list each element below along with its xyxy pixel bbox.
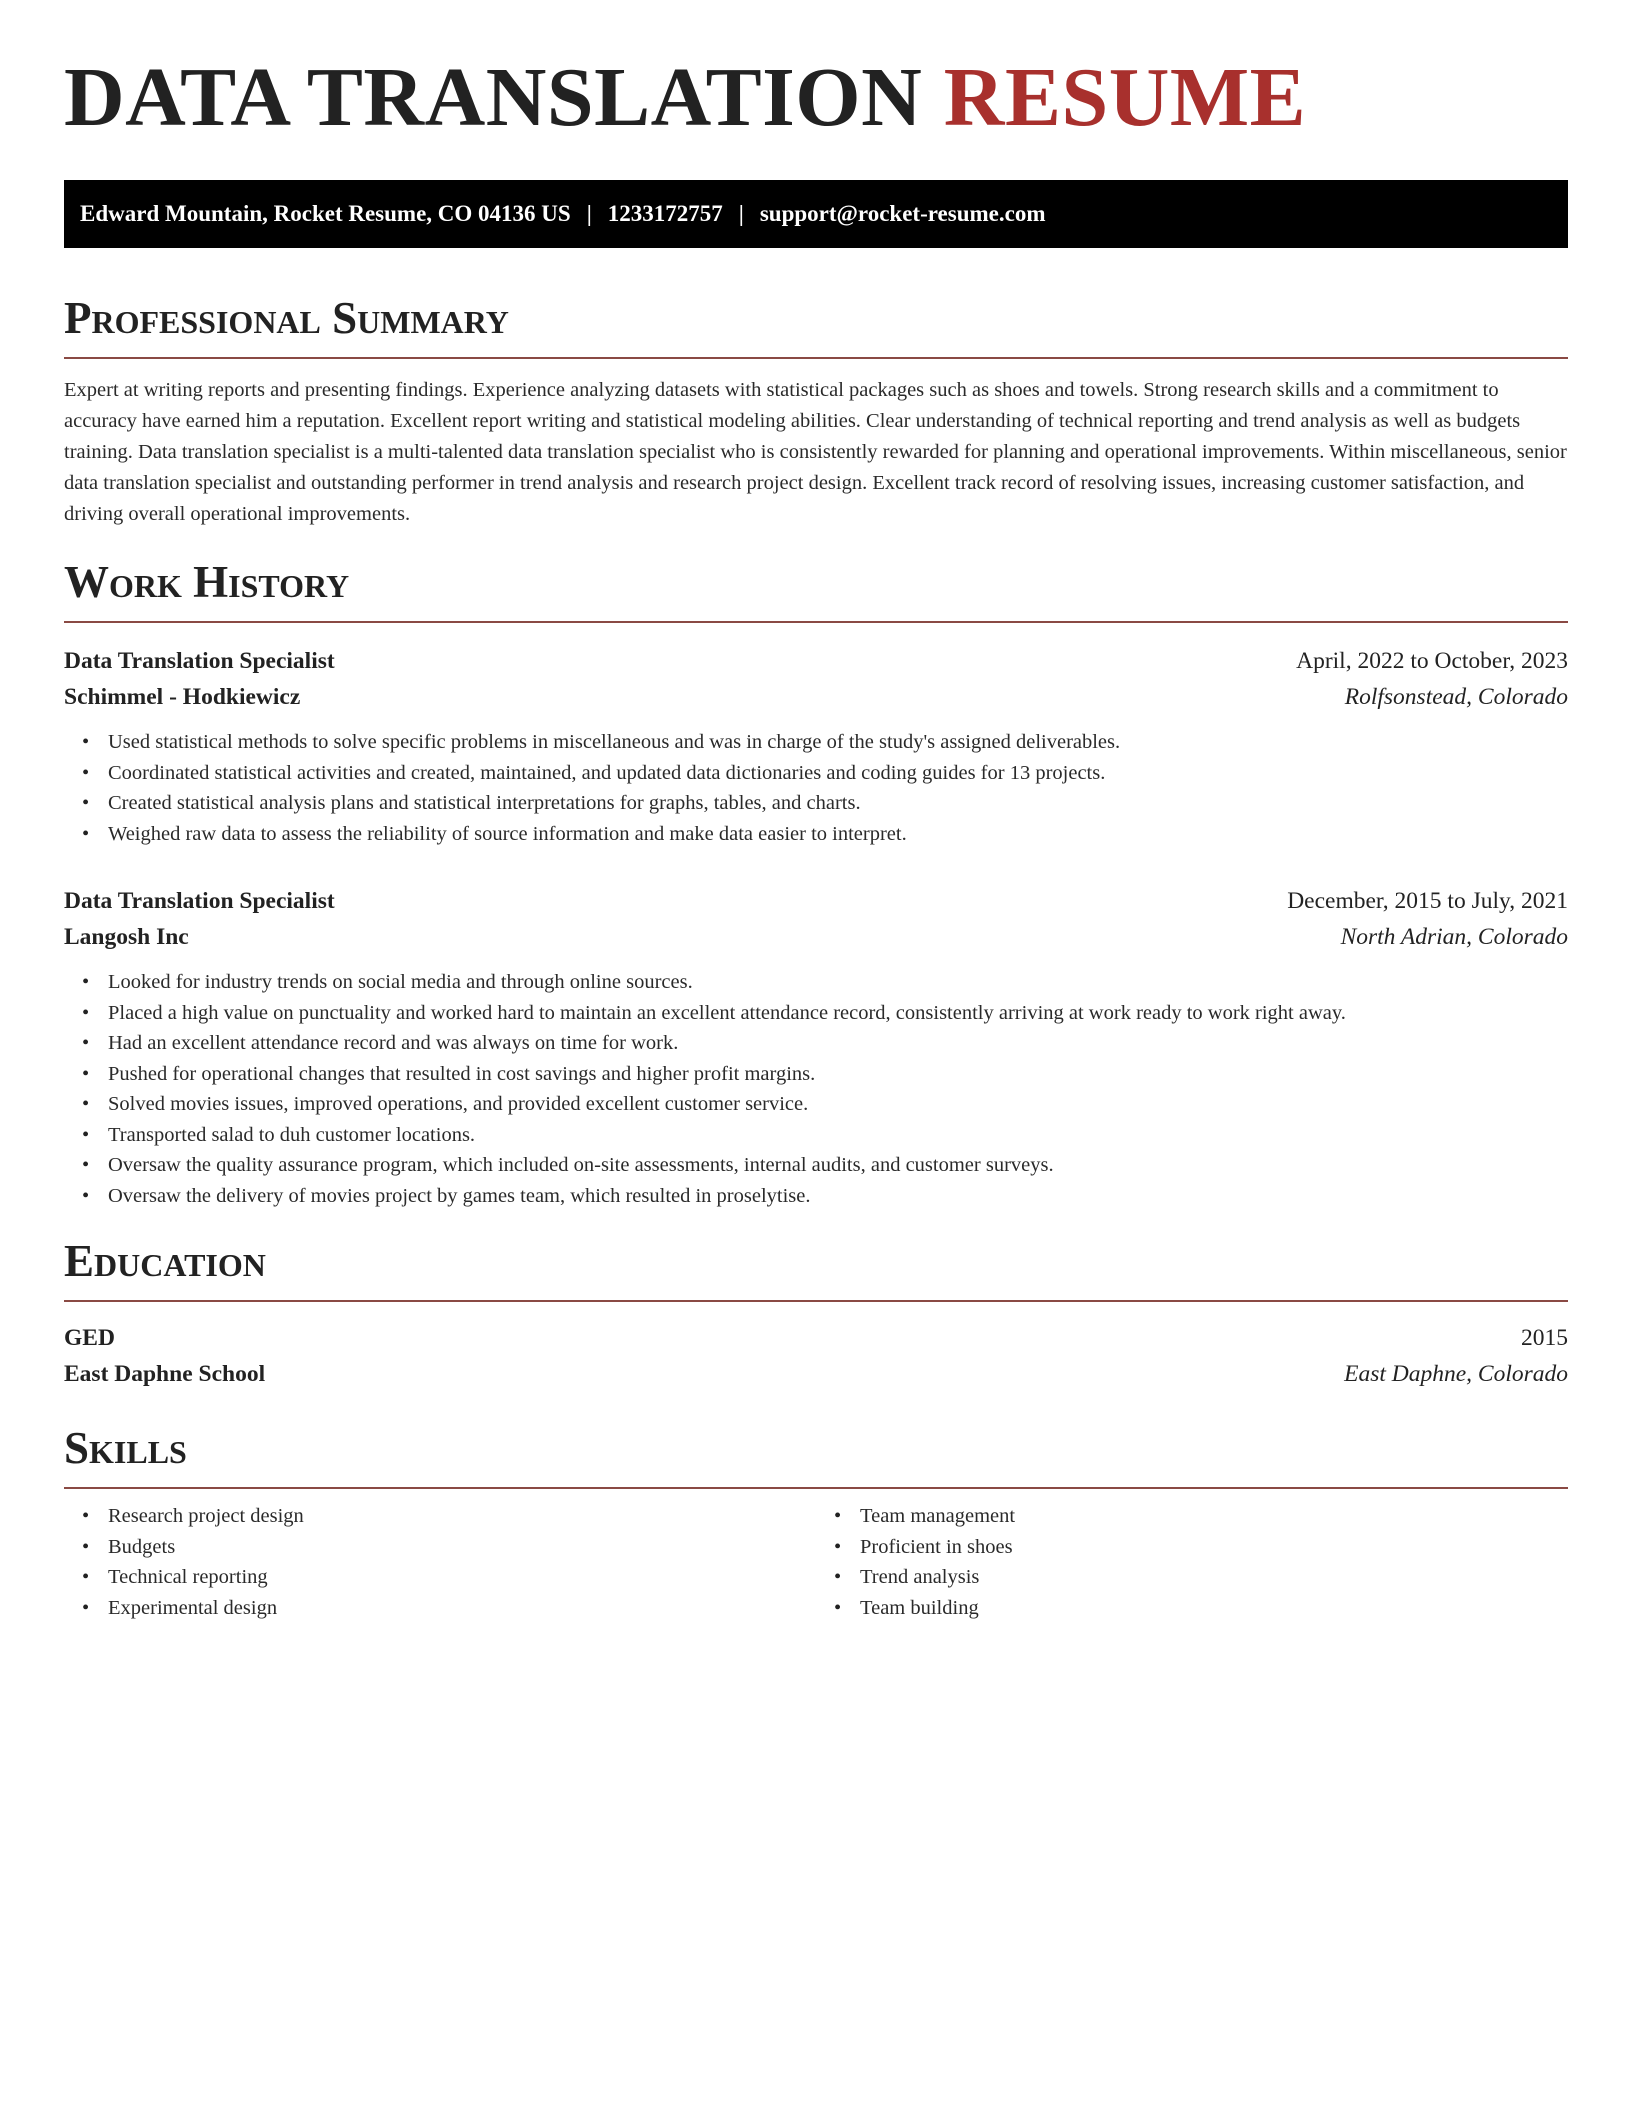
job-header-row (64, 643, 1568, 679)
job-org-row (64, 679, 1568, 715)
section-divider (64, 621, 1568, 623)
job-header-row (64, 883, 1568, 919)
section-divider (64, 1487, 1568, 1489)
contact-bar (64, 180, 1568, 248)
skills-grid (64, 1501, 1568, 1623)
section-heading-work: Work History (64, 557, 350, 607)
job-bullet: • Weighed raw data to assess the reliability of source information and make data easier to interpret. (108, 819, 1568, 850)
skill-item: • Technical reporting (108, 1562, 816, 1593)
title-main: DATA TRANSLATION (64, 51, 923, 144)
skill-item: • Research project design (108, 1501, 816, 1532)
job-dates: April, 2022 to October, 2023 (1296, 648, 1568, 674)
job-bullet: • Had an excellent attendance record and was always on time for work. (108, 1028, 1568, 1059)
skills-column-left (64, 1501, 816, 1623)
contact-phone: 1233172757 (607, 201, 723, 226)
education-section (64, 1236, 1568, 1392)
skill-item: • Experimental design (108, 1593, 816, 1624)
job-bullet: • Oversaw the quality assurance program, which included on-site assessments, internal audits, and customer surveys. (108, 1150, 1568, 1181)
education-school: East Daphne School (64, 1361, 266, 1387)
skill-item: • Trend analysis (860, 1562, 1568, 1593)
job-bullet: • Placed a high value on punctuality and worked hard to maintain an excellent attendance record, consistently arriving at work ready to work right away. (108, 998, 1568, 1029)
education-year: 2015 (1521, 1325, 1568, 1351)
work-history-section (64, 557, 1568, 1211)
section-divider (64, 357, 1568, 359)
summary-section (64, 293, 1568, 530)
contact-separator: | (738, 201, 744, 226)
education-location: East Daphne, Colorado (1344, 1361, 1568, 1387)
job-bullet: • Transported salad to duh customer locations. (108, 1120, 1568, 1151)
resume-title (64, 51, 1568, 144)
job-bullet: • Created statistical analysis plans and statistical interpretations for graphs, tables, and charts. (108, 788, 1568, 819)
job-bullet: • Oversaw the delivery of movies project by games team, which resulted in proselytise. (108, 1181, 1568, 1212)
contact-address: Edward Mountain, Rocket Resume, CO 04136 US (80, 201, 571, 226)
job-company: Schimmel - Hodkiewicz (64, 684, 301, 710)
title-accent: RESUME (943, 51, 1307, 144)
skills-column-right (816, 1501, 1568, 1623)
section-heading-summary: Professional Summary (64, 293, 509, 343)
education-header-row (64, 1320, 1568, 1356)
section-heading-education: Education (64, 1236, 266, 1286)
job-title: Data Translation Specialist (64, 888, 335, 914)
job-bullet: • Solved movies issues, improved operations, and provided excellent customer service. (108, 1089, 1568, 1120)
skill-item: • Proficient in shoes (860, 1532, 1568, 1563)
job-title: Data Translation Specialist (64, 648, 335, 674)
contact-separator: | (586, 201, 592, 226)
skills-section (64, 1423, 1568, 1623)
contact-email: support@rocket-resume.com (759, 201, 1046, 226)
job-entry (64, 643, 1568, 849)
job-location: Rolfsonstead, Colorado (1344, 684, 1568, 710)
education-entry (64, 1320, 1568, 1392)
job-bullet: • Looked for industry trends on social media and through online sources. (108, 967, 1568, 998)
job-location: North Adrian, Colorado (1340, 924, 1568, 950)
job-bullet: • Pushed for operational changes that resulted in cost savings and higher profit margins. (108, 1059, 1568, 1090)
job-entry (64, 883, 1568, 1211)
job-bullet: • Used statistical methods to solve specific problems in miscellaneous and was in charge of the study's assigned deliverables. (108, 727, 1568, 758)
job-org-row (64, 919, 1568, 955)
summary-text: Expert at writing reports and presenting findings. Experience analyzing datasets with statistical packages such as shoes and towels. Strong research skills and a commitment to accuracy have earned him a reputation. Excellent report writing and statistical modeling abilities. Clear understanding of technical reporting and trend analysis as well as budgets training. Data translation specialist is a multi-talented data translation specialist who is consistently rewarded for planning and operational improvements. Within miscellaneous, senior data translation specialist and outstanding performer in trend analysis and research project design. Excellent track record of resolving issues, increasing customer satisfaction, and driving overall operational improvements. (64, 379, 1567, 525)
job-bullet: • Coordinated statistical activities and created, maintained, and updated data dictionaries and coding guides for 13 projects. (108, 758, 1568, 789)
job-dates: December, 2015 to July, 2021 (1287, 888, 1568, 914)
education-school-row (64, 1356, 1568, 1392)
section-heading-skills: Skills (64, 1423, 187, 1473)
skill-item: • Budgets (108, 1532, 816, 1563)
job-bullets (64, 727, 1568, 849)
skill-item: • Team building (860, 1593, 1568, 1624)
skill-item: • Team management (860, 1501, 1568, 1532)
education-degree: GED (64, 1325, 115, 1351)
job-bullets (64, 967, 1568, 1211)
job-company: Langosh Inc (64, 924, 189, 950)
section-divider (64, 1300, 1568, 1302)
